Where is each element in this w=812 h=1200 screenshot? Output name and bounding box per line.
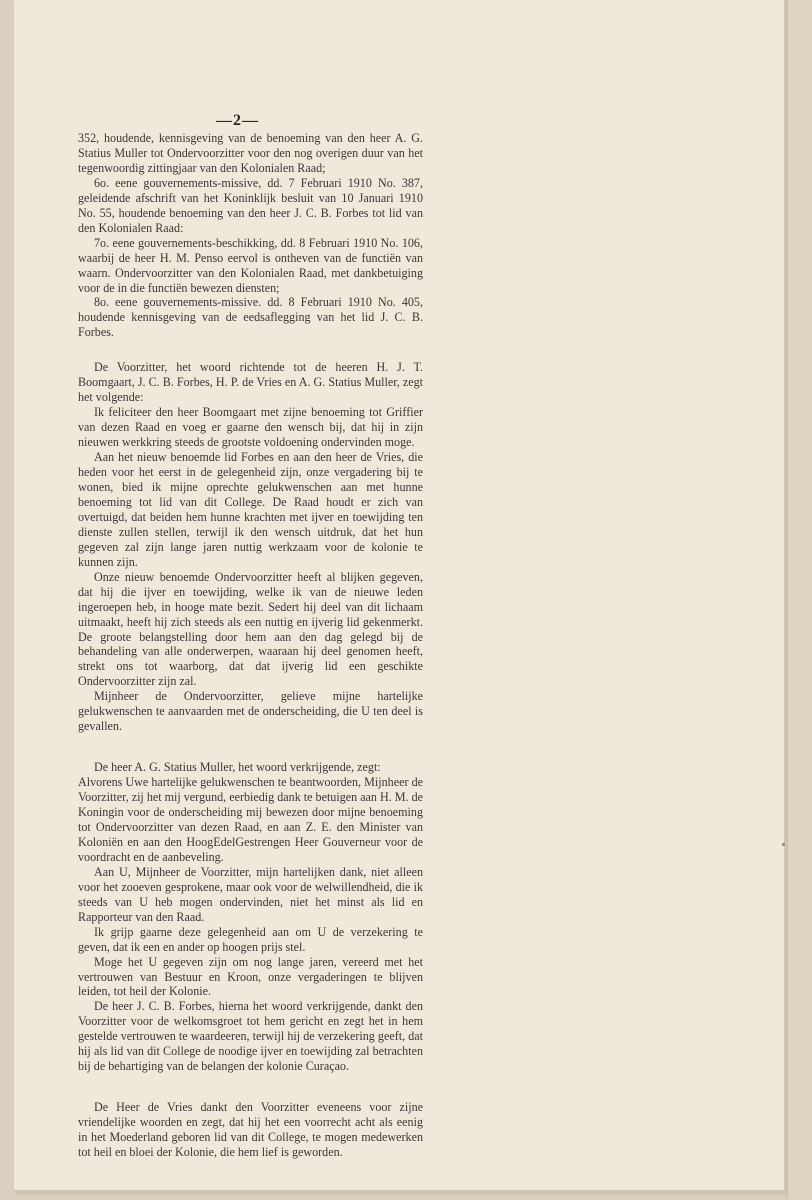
paragraph-8: Onze nieuw benoemde Ondervoorzitter heeft al blijken gegeven, dat hij die ijver en toewijding, welke ik van de nieuwe leden ingeroepen heb, in hooge mate bezit. Sedert hij deel van dit lichaam uitmaakt, heeft hij zich steeds als een nuttig en ijverig lid gekenmerkt. De groote belangstelling door hem aan den dag gelegd bij de behandeling van alle onderwerpen, waaraan hij deel genomen heeft, strekt ons tot waarborg, dat dat ijverig lid een geschikte Ondervoorzitter zijn zal. [78,569,423,689]
paragraph-9: Mijnheer de Ondervoorzitter, gelieve mijne hartelijke gelukwenschen te aanvaarden met de onderscheiding, die U ten deel is gevallen. [78,689,423,734]
paragraph-13: Ik grijp gaarne deze gelegenheid aan om U de verzekering te geven, dat ik een en ander op hoogen prijs stel. [78,924,423,954]
paragraph-3: 7o. eene gouvernements-beschikking, dd. 8 Februari 1910 No. 106, waarbij de heer H. M. Penso eervol is ontheven van de functiën van waarn. Ondervoorzitter van den Kolonialen Raad, met dankbetuiging voor de in die functiën bewezen diensten; [78,235,423,295]
paragraph-7: Aan het nieuw benoemde lid Forbes en aan den heer de Vries, die heden voor het eerst in de gelegenheid zijn, onze vergadering bij te wonen, bied ik mijne oprechte gelukwenschen aan met hunne benoeming tot lid van dit College. De Raad houdt er zich van overtuigd, dat beiden hem hunne krachten met ijver en toewijding ten dienste zullen stellen, terwijl ik den wensch uitdruk, dat het hun gegeven zal zijn lange jaren nuttig werkzaam voor de kolonie te kunnen zijn. [78,450,423,569]
document-page [14,0,787,1192]
paragraph-12: Aan U, Mijnheer de Voorzitter, mijn hartelijken dank, niet alleen voor het zooeven gesprokene, maar ook voor de welwillendheid, die ik steeds van U heb mogen ondervinden, niet het minst als lid en Rapporteur van den Raad. [78,864,423,924]
paragraph-6: Ik feliciteer den heer Boomgaart met zijne benoeming tot Griffier van dezen Raad en voeg er gaarne den wensch bij, dat hij in zijn nieuwen werkkring steeds de grootste voldoening ondervinden moge. [78,405,423,450]
page-edge [787,0,812,1200]
paragraph-14: Moge het U gegeven zijn om nog lange jaren, vereerd met het vertrouwen van Bestuur en Kroon, onze vergaderingen te blijven leiden, tot heil der Kolonie. [78,954,423,999]
body-text [78,131,423,1160]
paragraph-5: De Voorzitter, het woord richtende tot de heeren H. J. T. Boomgaart, J. C. B. Forbes, H. P. de Vries en A. G. Statius Muller, zegt het volgende: [78,360,423,405]
page-number: —2— [216,112,259,129]
paragraph-10: De heer A. G. Statius Muller, het woord verkrijgende, zegt: [94,760,381,775]
paragraph-15: De heer J. C. B. Forbes, hierna het woord verkrijgende, dankt den Voorzitter voor de welkomsgroet tot hem gericht en zegt het in hem gestelde vertrouwen te waardeeren, terwijl hij de verzekering geeft, dat hij als lid van dit College de noodige ijver en toewijding zal betrachten bij de behartiging van de belangen der kolonie Curaçao. [78,999,423,1074]
paragraph-11: Alvorens Uwe hartelijke gelukwenschen te beantwoorden, Mijnheer de Voorzitter, zij het mij vergund, eerbiedig dank te betuigen aan H. M. de Koningin voor de onderscheiding mij bewezen door mijne benoeming tot Ondervoorzitter van dezen Raad, en aan Z. E. den Minister van Koloniën en aan den HoogEdelGestrengen Heer Gouverneur voor de voordracht en de aanbeveling. [78,775,423,864]
paragraph-16: De Heer de Vries dankt den Voorzitter eveneens voor zijne vriendelijke woorden en zegt, dat hij het een voorrecht acht als eenig in het Moederland geboren lid van dit College, te mogen medewerken tot heil en bloei der Kolonie, die hem lief is geworden. [78,1100,423,1160]
paper-speck [782,843,785,846]
paragraph-2: 6o. eene gouvernements-missive, dd. 7 Februari 1910 No. 387, geleidende afschrift van het Koninklijk besluit van 10 Januari 1910 No. 55, houdende benoeming van den heer J. C. B. Forbes tot lid van den Kolonialen Raad: [78,175,423,235]
paragraph-4: 8o. eene gouvernements-missive. dd. 8 Februari 1910 No. 405, houdende kennisgeving van de eedsaflegging van het lid J. C. B. Forbes. [78,295,423,340]
paragraph-1: 352, houdende, kennisgeving van de benoeming van den heer A. G. Statius Muller tot Ondervoorzitter voor den nog overigen duur van het tegenwoordig zittingjaar van den Kolonialen Raad; [78,131,423,175]
